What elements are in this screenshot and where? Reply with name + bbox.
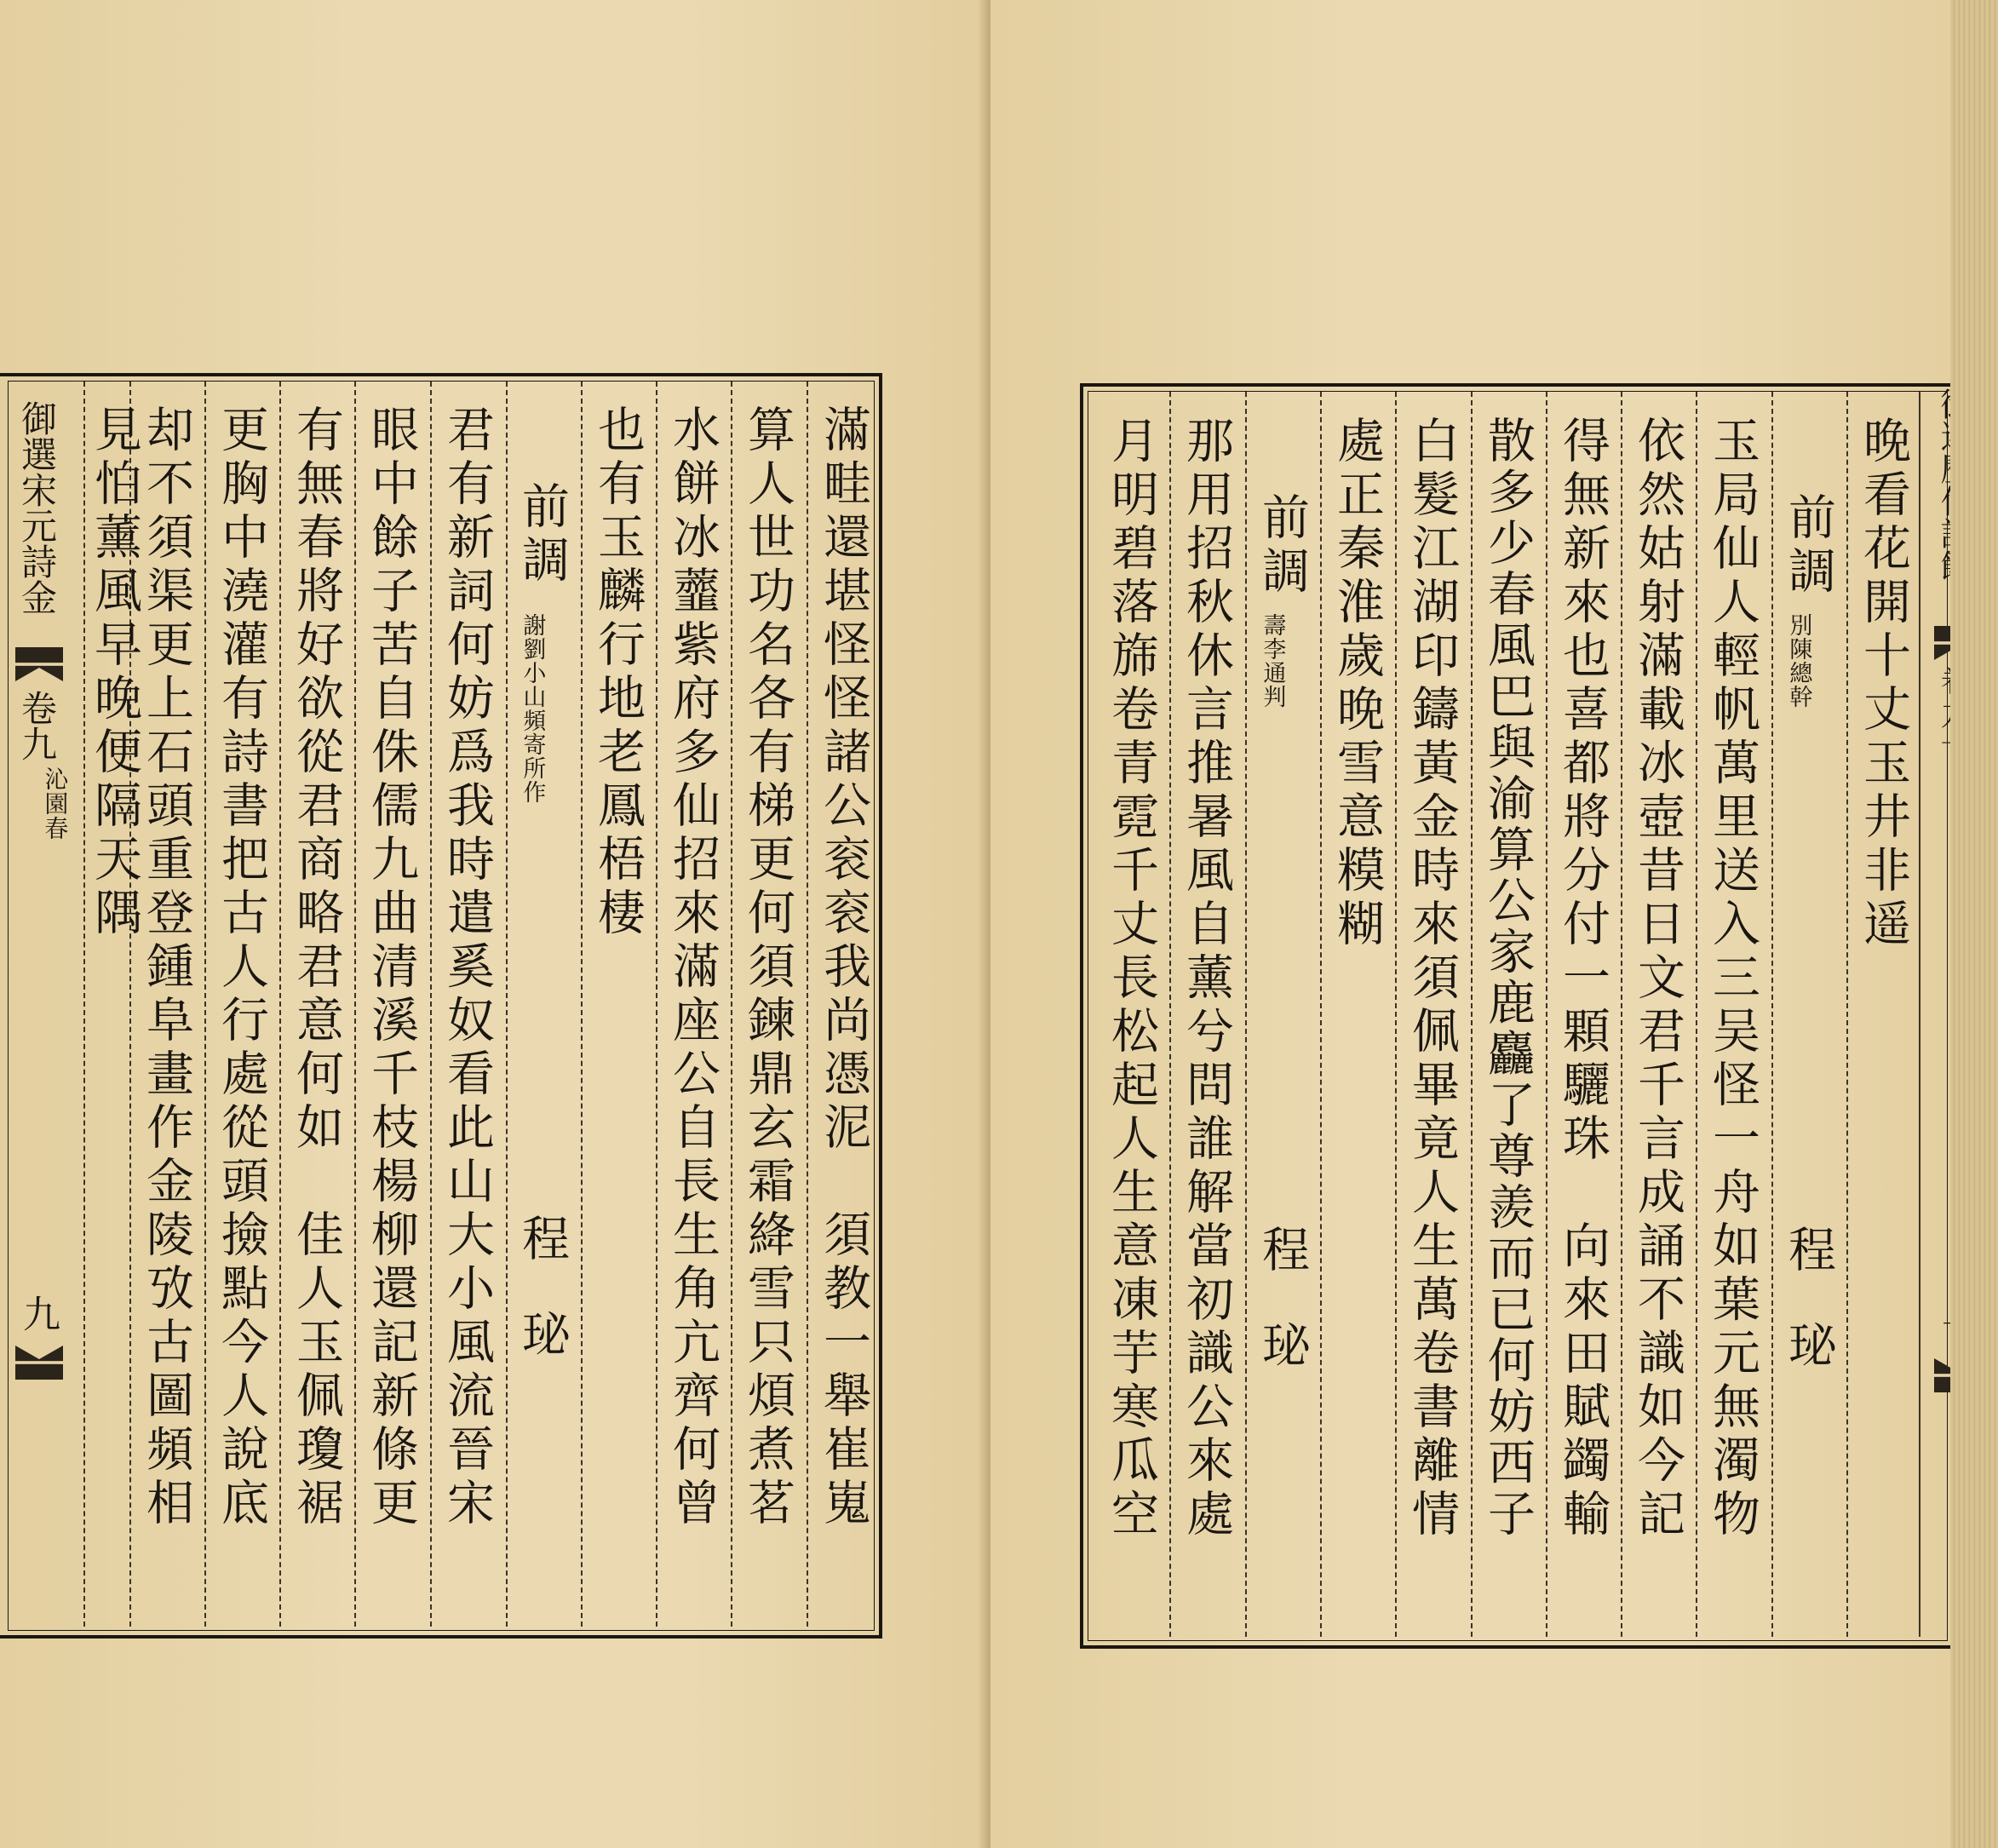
column-rule <box>1471 392 1473 1637</box>
text-column: 白髮江湖印鑄黃金時來須佩畢竟人生萬卷書離情 <box>1404 416 1460 1542</box>
text-column: 那用招秋休言推暑風自薰兮問誰解當初識公來處 <box>1179 416 1234 1542</box>
margin-rule <box>83 382 85 1627</box>
text-column: 處正秦淮歲晚雪意糢糊 <box>1329 416 1385 952</box>
text-column: 有無春將好欲從君商略君意何如 佳人玉佩瓊裾 <box>289 405 344 1531</box>
column-rule <box>1245 392 1247 1637</box>
column-rule <box>1696 392 1697 1637</box>
text-column: 晚看花開十丈玉井非遥 <box>1856 416 1911 952</box>
author-name: 程 珌 <box>514 1214 570 1357</box>
left-page <box>0 0 990 1848</box>
left-volume-label: 卷九 <box>16 690 58 761</box>
text-column: 見怕薰風早晚便隔天隅 <box>87 405 142 941</box>
text-column: 水餅冰虀紫府多仙招來滿座公自長生角亢齊何曾 <box>665 405 721 1531</box>
column-rule <box>279 382 281 1627</box>
dedication-note: 謝劉小山頻寄所作 <box>519 613 546 804</box>
author-name: 程 珌 <box>1781 1225 1836 1368</box>
text-column: 得無新來也喜都將分付一顆驪珠 向來田賦蠲輸 <box>1555 416 1610 1542</box>
page-edges <box>1950 0 1998 1848</box>
text-column: 算人世功名各有梯更何須鍊鼎玄霜絳雪只煩煮茗 <box>740 405 795 1531</box>
text-column: 君有新詞何妨爲我時遣奚奴看此山大小風流晉宋 <box>439 405 495 1531</box>
text-column: 依然姑射滿載冰壺昔日文君千言成誦不識如今記 <box>1630 416 1685 1542</box>
text-column: 更胸中澆灌有詩書把古人行處從頭撿點今人說底 <box>214 405 269 1531</box>
margin-rule <box>1919 392 1920 1637</box>
column-rule <box>354 382 356 1627</box>
dedication-note: 壽李通判 <box>1259 613 1286 709</box>
text-column: 散多少春風巴與渝算公家鹿麤了尊羨而已何妨西子 <box>1480 416 1536 1540</box>
column-rule <box>1621 392 1622 1637</box>
tune-title: 前調 <box>1254 492 1310 600</box>
column-rule <box>581 382 583 1627</box>
text-column: 却不須渠更上石頭重登鍾阜畫作金陵攷古圖頻相 <box>139 405 194 1531</box>
text-column: 玉局仙人輕帆萬里送入三吴怪一舟如葉元無濁物 <box>1705 416 1760 1542</box>
tune-title: 前調 <box>1781 492 1836 600</box>
tune-title: 前調 <box>514 481 570 588</box>
column-rule <box>204 382 206 1627</box>
column-rule <box>1771 392 1773 1637</box>
author-name: 程 珌 <box>1254 1225 1310 1368</box>
text-column: 也有玉麟行地老鳳梧棲 <box>590 405 646 941</box>
column-rule <box>506 382 508 1627</box>
column-rule <box>1846 392 1848 1637</box>
column-rule <box>1320 392 1322 1637</box>
column-rule <box>1546 392 1547 1637</box>
column-rule <box>656 382 657 1627</box>
column-rule <box>1395 392 1397 1637</box>
right-page <box>990 0 1998 1848</box>
column-rule <box>430 382 432 1627</box>
left-page-number: 九 <box>16 1294 60 1332</box>
text-column: 眼中餘子苦自侏儒九曲清溪千枝楊柳還記新條更 <box>364 405 419 1531</box>
left-tune-label: 沁園春 <box>41 766 70 841</box>
column-rule <box>1169 392 1171 1637</box>
dedication-note: 別陳總幹 <box>1785 613 1812 709</box>
left-margin-title: 御選宋元詩金 <box>16 400 58 615</box>
text-column: 滿畦還堪怪怪諸公衮衮我尚憑泥 須教一舉崔嵬 <box>816 405 871 1531</box>
column-rule <box>807 382 808 1627</box>
text-column: 月明碧落旆卷青霓千丈長松起人生意凍芋寒瓜空 <box>1104 416 1159 1542</box>
column-rule <box>731 382 732 1627</box>
